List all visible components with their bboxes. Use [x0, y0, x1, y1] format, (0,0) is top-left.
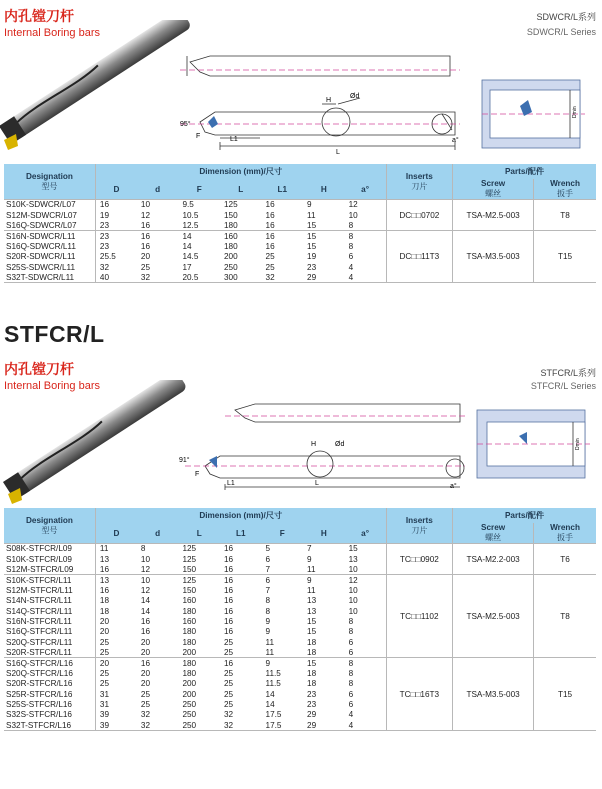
dimension-cell: 18	[307, 637, 317, 647]
dimension-cell: 18	[95, 595, 137, 605]
dimension-cell: 4	[348, 262, 354, 272]
dim-a-label: a°	[450, 483, 457, 490]
dimension-cell: 250	[223, 262, 238, 272]
dimension-cell: 16	[140, 627, 151, 637]
dimension-cell: 9	[303, 575, 345, 585]
dimension-cell: 11	[307, 564, 316, 574]
dimension-cell: 32	[220, 720, 262, 730]
dimension-cell: 23	[307, 700, 317, 710]
dimension-cell: 23	[95, 220, 137, 230]
col-parts: Parts/配件	[453, 508, 596, 523]
dimension-cell: 16	[140, 241, 151, 251]
dimension-cell: 180	[223, 241, 238, 251]
dim-f-label: F	[195, 471, 200, 478]
col-dim: a°	[345, 523, 387, 544]
dimension-cell: 25	[223, 689, 234, 699]
dimension-cell: 10	[348, 585, 358, 595]
dimension-cell: 4	[348, 710, 354, 720]
dimension-cell: 13	[348, 554, 358, 564]
col-dim: L1	[262, 179, 304, 200]
dimension-cell: 16	[223, 627, 234, 637]
dimension-cell: 14	[140, 596, 151, 606]
dimension-cell: 16	[223, 564, 234, 574]
dimension-cell: 10	[348, 210, 358, 220]
dimension-cell: 8	[348, 679, 354, 689]
designation-cell: S10K-STFCR/L11	[4, 575, 95, 585]
dimension-cell: 25	[223, 668, 234, 678]
dimension-cell: 11	[307, 585, 316, 595]
section1-title-cn: 内孔镗刀杆	[4, 8, 74, 24]
dimension-cell: 15	[307, 627, 317, 637]
dimension-cell: 8	[348, 220, 354, 230]
dimension-cell: 125	[182, 554, 197, 564]
dimension-cell: 14	[140, 606, 151, 616]
designation-cell: S32T-SDWCR/L11	[4, 272, 95, 282]
dimension-cell: 8	[265, 606, 271, 616]
designation-cell: S12M-STFCR/L11	[6, 585, 73, 595]
dimension-cell: 15	[307, 220, 317, 230]
dimension-cell: 9	[307, 554, 312, 564]
dimension-cell: 20	[95, 658, 137, 668]
dimension-cell: 180	[182, 627, 197, 637]
dimension-cell: 16	[265, 241, 275, 251]
dim-a-label: a°	[452, 137, 459, 144]
dimension-cell: 150	[182, 585, 197, 595]
dimension-cell: 13	[307, 596, 317, 606]
designation-cell: S10K-STFCR/L09	[6, 554, 72, 564]
col-designation: Designation 型号	[4, 164, 95, 200]
dimension-cell: 11.5	[265, 668, 281, 678]
dimension-cell: 25	[265, 252, 275, 262]
section1-series-en: SDWCR/L Series	[526, 27, 596, 37]
dimension-cell: 10	[140, 554, 151, 564]
dimension-cell: 250	[182, 700, 197, 710]
dimension-cell: 19	[307, 252, 317, 262]
dimension-cell: 32	[95, 262, 137, 272]
spec-table-stfcr	[4, 508, 596, 731]
dim-angle-label: 91°	[179, 457, 190, 464]
dimension-cell: 16	[95, 585, 137, 595]
designation-cell: S20R-STFCR/L11	[6, 647, 72, 657]
dimension-cell: 12	[140, 585, 151, 595]
designation-cell: S20R-STFCR/L16	[6, 679, 73, 689]
dimension-cell: 18	[307, 647, 317, 657]
dimension-cell: 6	[348, 689, 354, 699]
dimension-cell: 14	[265, 689, 275, 699]
designation-cell: S16Q-SDWCR/L11	[6, 241, 76, 251]
dim-l-label: L	[315, 480, 319, 487]
dimension-cell: 25	[140, 700, 151, 710]
col-screw: Screw 螺丝	[453, 179, 534, 200]
dimension-cell: 160	[182, 596, 197, 606]
designation-cell: S12M-STFCR/L09	[6, 564, 74, 574]
dimension-cell: 16	[223, 585, 234, 595]
designation-cell: S20Q-STFCR/L16	[6, 668, 73, 678]
dimension-cell: 180	[182, 668, 197, 678]
col-dim: D	[95, 523, 137, 544]
dimension-cell: 4	[345, 272, 387, 282]
dimension-cell: 12	[140, 564, 151, 574]
dimension-cell: 18	[307, 679, 317, 689]
dimension-cell: 18	[307, 668, 317, 678]
dim-l1-label: L1	[230, 136, 238, 143]
dimension-cell: 200	[223, 252, 238, 262]
dimension-cell: 16	[220, 658, 262, 668]
designation-cell: S16Q-STFCR/L11	[6, 627, 73, 637]
screw-cell: TSA-M3.5-003	[453, 658, 534, 731]
dimension-cell: 125	[178, 575, 220, 585]
dimension-cell: 150	[223, 210, 238, 220]
screw-cell: TSA-M3.5-003	[453, 231, 534, 283]
dimension-cell: 25	[95, 647, 137, 657]
dimension-cell: 16	[223, 606, 234, 616]
section1-title-en: Internal Boring bars	[4, 27, 100, 39]
table-row	[4, 200, 596, 210]
dimension-cell: 12	[345, 575, 387, 585]
dimension-cell: 16	[140, 220, 151, 230]
dimension-cell: 9	[265, 627, 271, 637]
dimension-cell: 16	[223, 596, 234, 606]
dimension-cell: 5	[262, 544, 304, 554]
dimension-cell: 25	[95, 637, 137, 647]
dimension-cell: 7	[265, 585, 271, 595]
dimension-cell: 20.5	[178, 272, 220, 282]
dimension-cell: 15	[307, 241, 317, 251]
dimension-cell: 6	[265, 554, 271, 564]
dimension-cell: 6	[262, 575, 304, 585]
table-row	[4, 575, 596, 585]
technical-drawing-2	[165, 398, 600, 493]
designation-cell: S25R-STFCR/L16	[6, 689, 73, 699]
dimension-cell: 16	[140, 616, 151, 626]
dimension-cell: 250	[182, 710, 197, 720]
table2-body	[4, 544, 596, 731]
dimension-cell: 16	[95, 564, 137, 574]
designation-cell: S16Q-SDWCR/L07	[6, 220, 77, 230]
designation-cell: S16N-SDWCR/L11	[4, 231, 95, 241]
col-dim: F	[178, 179, 220, 200]
dimension-cell: 32	[140, 710, 151, 720]
section2-series-cn: STFCR/L系列	[540, 368, 596, 378]
dimension-cell: 16	[220, 544, 262, 554]
dimension-cell: 14	[182, 241, 192, 251]
dimension-cell: 8	[345, 658, 387, 668]
dim-l1-label: L1	[227, 480, 235, 487]
dimension-cell: 11	[307, 210, 316, 220]
designation-cell: S25S-STFCR/L16	[6, 700, 72, 710]
dimension-cell: 23	[307, 689, 317, 699]
col-designation: Designation 型号	[4, 508, 95, 544]
dimension-cell: 9	[262, 658, 304, 668]
dimension-cell: 6	[348, 252, 354, 262]
dimension-cell: 200	[182, 689, 197, 699]
dimension-cell: 23	[307, 262, 317, 272]
wrench-cell: T15	[534, 231, 596, 283]
designation-cell: S20R-SDWCR/L11	[6, 252, 76, 262]
dimension-cell: 10	[137, 200, 179, 210]
dimension-cell: 12.5	[182, 220, 199, 230]
dim-dmin-label: Dmin	[572, 106, 578, 118]
dimension-cell: 16	[95, 200, 137, 210]
dim-l-label: L	[336, 149, 340, 156]
dimension-cell: 16	[265, 210, 275, 220]
dimension-cell: 20	[140, 679, 151, 689]
dimension-cell: 14.5	[182, 252, 199, 262]
technical-drawing-1	[160, 42, 600, 157]
dimension-cell: 16	[223, 616, 234, 626]
dimension-cell: 4	[345, 720, 387, 730]
dimension-cell: 160	[220, 231, 262, 241]
dimension-cell: 25.5	[95, 251, 137, 261]
wrench-cell: T6	[534, 544, 596, 575]
dimension-cell: 16	[137, 231, 179, 241]
section1-series-cn: SDWCR/L系列	[536, 12, 596, 22]
dimension-cell: 8	[348, 616, 354, 626]
dimension-cell: 180	[182, 637, 197, 647]
dimension-cell: 16	[223, 554, 234, 564]
dimension-cell: 17	[182, 262, 192, 272]
dimension-cell: 20	[140, 668, 151, 678]
dimension-cell: 15	[307, 616, 317, 626]
dimension-cell: 15	[345, 544, 387, 554]
section2-series-en: STFCR/L Series	[530, 381, 596, 391]
col-wrench: Wrench 扳手	[534, 523, 596, 544]
dimension-cell: 25	[223, 637, 234, 647]
designation-cell: S32T-STFCR/L16	[4, 720, 95, 730]
col-dim: a°	[345, 179, 387, 200]
designation-cell: S16N-STFCR/L11	[6, 616, 72, 626]
dimension-cell: 17.5	[262, 720, 304, 730]
dimension-cell: 8	[345, 231, 387, 241]
col-inserts: Inserts 刀片	[386, 164, 452, 200]
dimension-cell: 10	[137, 575, 179, 585]
wrench-cell: T15	[534, 658, 596, 731]
dimension-cell: 20	[140, 252, 151, 262]
dimension-cell: 8	[137, 544, 179, 554]
insert-cell: TC□□0902	[386, 544, 452, 575]
col-dim: H	[303, 179, 345, 200]
designation-cell: S14N-STFCR/L11	[6, 596, 72, 606]
col-dimension: Dimension (mm)/尺寸	[95, 164, 386, 179]
section2-title-en: Internal Boring bars	[4, 380, 100, 392]
dim-h-label: H	[326, 97, 332, 104]
dimension-cell: 150	[182, 564, 197, 574]
col-parts: Parts/配件	[453, 164, 596, 179]
dim-d-label: Ød	[350, 93, 360, 100]
screw-cell: TSA-M2.5-003	[453, 200, 534, 231]
dimension-cell: 7	[303, 544, 345, 554]
table-row	[4, 658, 596, 668]
dimension-cell: 8	[348, 668, 354, 678]
dimension-cell: 39	[95, 720, 137, 730]
dimension-cell: 125	[178, 544, 220, 554]
dimension-cell: 9.5	[178, 200, 220, 210]
designation-cell: S25S-SDWCR/L11	[6, 262, 76, 272]
table1-body	[4, 200, 596, 283]
dimension-cell: 8	[348, 241, 354, 251]
dimension-cell: 25	[223, 700, 234, 710]
dimension-cell: 160	[182, 616, 197, 626]
screw-cell: TSA-M2.5-003	[453, 575, 534, 658]
dimension-cell: 25	[223, 647, 234, 657]
col-dim: d	[137, 179, 179, 200]
dimension-cell: 31	[95, 699, 137, 709]
dimension-cell: 29	[303, 272, 345, 282]
dimension-cell: 12	[140, 210, 151, 220]
col-dim: D	[95, 179, 137, 200]
dimension-cell: 180	[182, 606, 197, 616]
screw-cell: TSA-M2.2-003	[453, 544, 534, 575]
dimension-cell: 32	[137, 272, 179, 282]
designation-cell: S32S-STFCR/L16	[6, 710, 72, 720]
designation-cell: S08K-STFCR/L09	[4, 544, 95, 554]
dimension-cell: 25	[95, 679, 137, 689]
dimension-cell: 8	[348, 627, 354, 637]
col-dim: L	[220, 179, 262, 200]
designation-cell: S20Q-STFCR/L11	[6, 637, 73, 647]
dimension-cell: 11	[265, 637, 275, 647]
dimension-cell: 16	[220, 575, 262, 585]
dimension-cell: 14	[265, 700, 275, 710]
dimension-cell: 29	[303, 720, 345, 730]
col-wrench: Wrench 扳手	[534, 179, 596, 200]
section2-title-cn: 内孔镗刀杆	[4, 361, 74, 377]
col-dimension: Dimension (mm)/尺寸	[95, 508, 386, 523]
insert-cell: DC□□11T3	[386, 231, 452, 283]
dimension-cell: 13	[307, 606, 317, 616]
dimension-cell: 11.5	[265, 679, 281, 689]
dimension-cell: 16	[262, 200, 304, 210]
dimension-cell: 29	[307, 710, 317, 720]
dimension-cell: 7	[265, 564, 271, 574]
dimension-cell: 11	[265, 647, 275, 657]
dimension-cell: 25	[223, 679, 234, 689]
dimension-cell: 40	[95, 272, 137, 282]
dimension-cell: 10	[348, 606, 358, 616]
insert-cell: DC□□0702	[386, 200, 452, 231]
col-inserts: Inserts 刀片	[386, 508, 452, 544]
dim-dmin-label: Dmin	[575, 438, 581, 450]
dimension-cell: 25	[95, 668, 137, 678]
insert-cell: TC□□1102	[386, 575, 452, 658]
dimension-cell: 32	[137, 720, 179, 730]
dimension-cell: 13	[95, 554, 137, 564]
dimension-cell: 200	[182, 679, 197, 689]
dim-angle-label: 95°	[180, 121, 191, 128]
dimension-cell: 25	[140, 689, 151, 699]
dim-d-label: Ød	[335, 441, 345, 448]
dimension-cell: 300	[220, 272, 262, 282]
dimension-cell: 15	[303, 658, 345, 668]
col-dim: d	[137, 523, 179, 544]
dimension-cell: 10.5	[182, 210, 199, 220]
dimension-cell: 23	[95, 231, 137, 241]
dimension-cell: 11	[95, 544, 137, 554]
dimension-cell: 23	[95, 241, 137, 251]
dimension-cell: 13	[95, 575, 137, 585]
dimension-cell: 10	[348, 564, 358, 574]
wrench-cell: T8	[534, 575, 596, 658]
dimension-cell: 17.5	[265, 710, 282, 720]
dimension-cell: 14	[178, 231, 220, 241]
section2-heading: STFCR/L	[4, 321, 105, 347]
dimension-cell: 16	[262, 231, 304, 241]
dimension-cell: 12	[345, 200, 387, 210]
dimension-cell: 6	[348, 700, 354, 710]
dimension-cell: 32	[262, 272, 304, 282]
dimension-cell: 20	[95, 616, 137, 626]
col-dim: F	[262, 523, 304, 544]
dimension-cell: 18	[95, 606, 137, 616]
dimension-cell: 32	[223, 710, 234, 720]
col-dim: L1	[220, 523, 262, 544]
dimension-cell: 125	[220, 200, 262, 210]
table-row	[4, 544, 596, 554]
dimension-cell: 19	[95, 210, 137, 220]
col-dim: L	[178, 523, 220, 544]
dimension-cell: 6	[348, 637, 354, 647]
dimension-cell: 25	[265, 262, 275, 272]
dimension-cell: 9	[303, 200, 345, 210]
wrench-cell: T8	[534, 200, 596, 231]
dimension-cell: 8	[265, 596, 271, 606]
dimension-cell: 180	[178, 658, 220, 668]
designation-cell: S16Q-STFCR/L16	[4, 658, 95, 668]
col-dim: H	[303, 523, 345, 544]
dimension-cell: 31	[95, 689, 137, 699]
dimension-cell: 9	[265, 616, 271, 626]
dimension-cell: 25	[140, 262, 151, 272]
dimension-cell: 20	[95, 627, 137, 637]
dim-h-label: H	[311, 441, 317, 448]
col-screw: Screw 螺丝	[453, 523, 534, 544]
table-row	[4, 231, 596, 241]
dimension-cell: 10	[348, 596, 358, 606]
dim-f-label: F	[196, 133, 201, 140]
dimension-cell: 6	[348, 647, 354, 657]
dimension-cell: 16	[137, 658, 179, 668]
dimension-cell: 250	[178, 720, 220, 730]
dimension-cell: 16	[265, 220, 275, 230]
designation-cell: S14Q-STFCR/L11	[6, 606, 73, 616]
dimension-cell: 200	[182, 647, 197, 657]
dimension-cell: 20	[140, 647, 151, 657]
spec-table-sdwcr	[4, 164, 596, 283]
insert-cell: TC□□16T3	[386, 658, 452, 731]
designation-cell: S12M-SDWCR/L07	[6, 210, 77, 220]
dimension-cell: 20	[140, 637, 151, 647]
dimension-cell: 15	[303, 231, 345, 241]
dimension-cell: 39	[95, 710, 137, 720]
dimension-cell: 180	[223, 220, 238, 230]
designation-cell: S10K-SDWCR/L07	[4, 200, 95, 210]
